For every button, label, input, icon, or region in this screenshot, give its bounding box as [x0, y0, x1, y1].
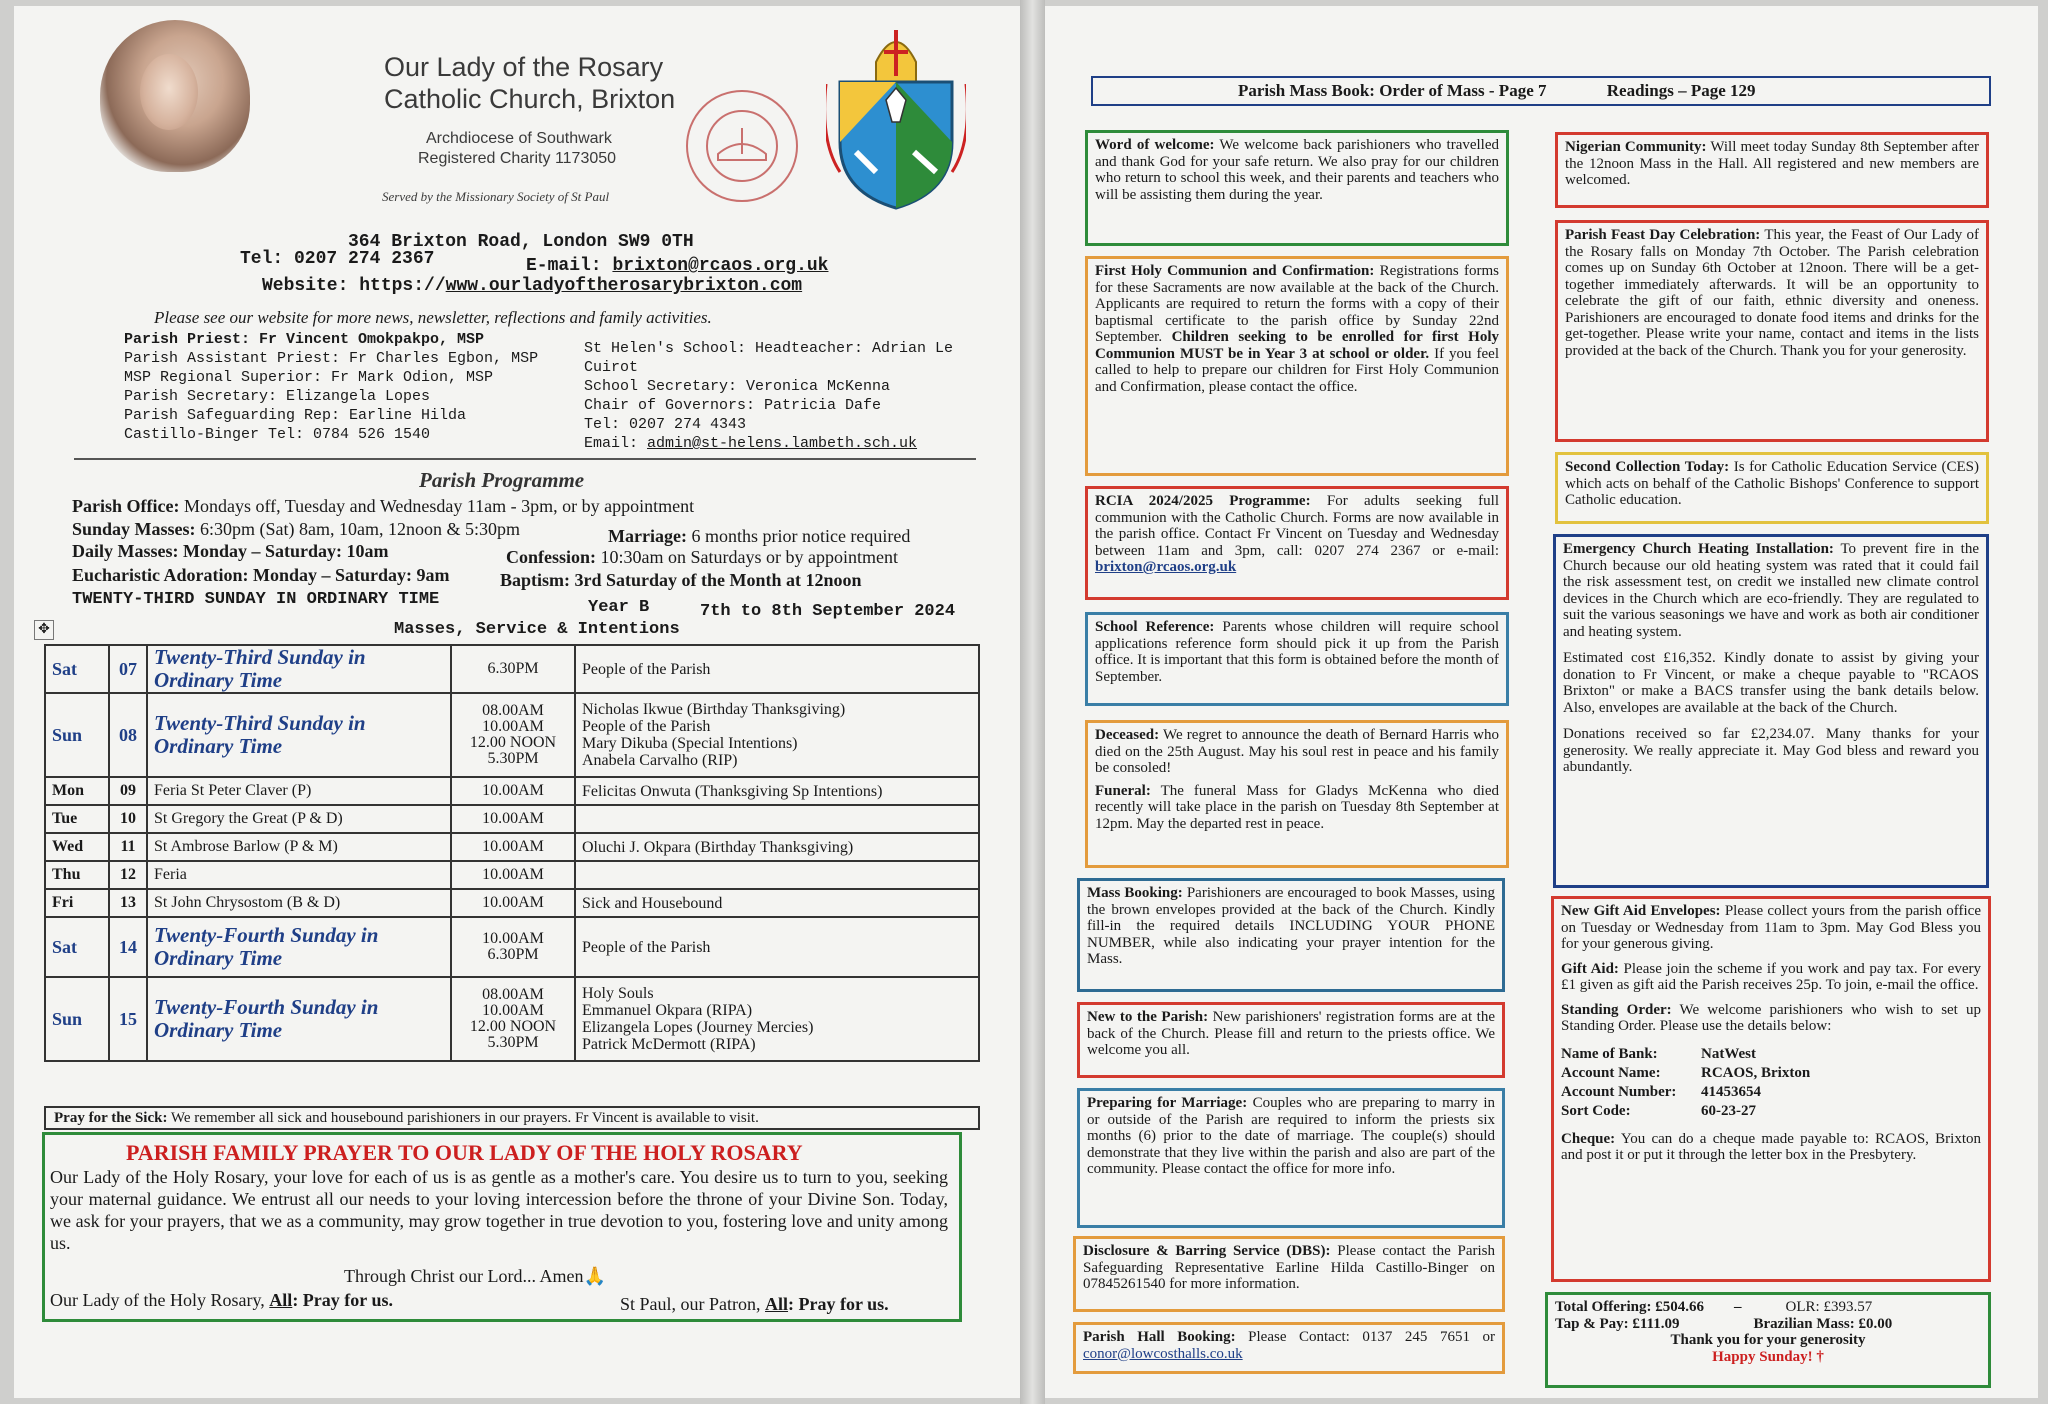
bank-label: Name of Bank: — [1561, 1045, 1658, 1062]
rcia-email-link[interactable]: brixton@rcaos.org.uk — [1095, 559, 1237, 575]
heating-installation — [1553, 534, 1989, 888]
box-label: First Holy Communion and Confirmation: — [1095, 263, 1375, 279]
mass-day: Sat — [45, 645, 109, 693]
mass-time: 12.00 NOON — [469, 1018, 557, 1035]
our-lady-face — [140, 54, 198, 130]
mass-times — [451, 777, 575, 805]
feast-name: St Ambrose Barlow (P & M) — [154, 838, 338, 855]
mass-intention: Oluchi J. Okpara (Birthday Thanksgiving) — [582, 838, 854, 856]
mass-feast — [147, 977, 451, 1061]
box-label: New to the Parish: — [1087, 1009, 1209, 1025]
mass-intention: Holy Souls — [582, 985, 654, 1002]
mass-times — [451, 693, 575, 777]
box-label: Gift Aid: — [1561, 960, 1619, 977]
box-label: Funeral: — [1095, 782, 1151, 799]
box-text: Parents whose children will require school applications reference form should pick it up from the Parish office. It is important that this form is obtained before the month of September. — [1095, 619, 1499, 685]
mass-times — [451, 861, 575, 889]
mass-time: 10.00AM — [482, 782, 544, 799]
olr-offering: OLR: £393.57 — [1785, 1299, 1873, 1315]
bank-value: RCAOS, Brixton — [1701, 1064, 1811, 1081]
mass-intentions — [575, 693, 979, 777]
readings-ref: Readings – Page 129 — [1606, 81, 1756, 100]
response-our-lady — [50, 1290, 393, 1311]
adoration-times — [72, 565, 450, 586]
mass-intentions — [575, 917, 979, 977]
dbs-notice — [1073, 1236, 1505, 1312]
staff-item: Castillo-Binger Tel: 0784 526 1540 — [124, 426, 431, 443]
baptism-times — [500, 570, 862, 591]
mass-feast — [147, 645, 451, 693]
box-label: Preparing for Marriage: — [1087, 1095, 1248, 1111]
mass-intentions — [575, 861, 979, 889]
mass-feast — [147, 805, 451, 833]
box-text: This year, the Feast of Our Lady of the Rosary falls on Monday 7th October. The Parish celebration comes up on Sunday 6th October at 12noon. There will be a get-together immediately afterwards. It will be an opportunity to celebrate the gift of our faith, ethnic diversity and oneness. Parishioners are encouraged to donate food items and drinks for the get-together. Please write your name, contact and items in the lists provided at the back of the Church. Thank you for your generosity. — [1565, 227, 1980, 359]
daily-masses — [72, 541, 389, 562]
mass-time: 10.00AM — [482, 894, 544, 911]
archdiocese: Archdiocese of Southwark — [426, 130, 612, 147]
mass-times — [451, 889, 575, 917]
sunday-title: TWENTY-THIRD SUNDAY IN ORDINARY TIME — [72, 590, 440, 609]
bank-label: Account Name: — [1561, 1064, 1661, 1081]
church-name-line2: Catholic Church, Brixton — [384, 84, 676, 114]
move-handle-icon[interactable]: ✥ — [34, 620, 54, 640]
adoration-text: Monday – Saturday: 9am — [248, 565, 450, 585]
box-text: We regret to announce the death of Bernard Harris who died on the 25th August. May his soul rest in peace and his family be consoled! — [1095, 727, 1499, 776]
bank-row — [1561, 1102, 1981, 1121]
box-label: Second Collection Today: — [1565, 459, 1730, 475]
masses-heading: Masses, Service & Intentions — [394, 620, 680, 639]
mass-row — [45, 917, 979, 977]
feast-name: Feria St Peter Claver (P) — [154, 782, 312, 799]
mass-feast — [147, 833, 451, 861]
school-email-link[interactable]: admin@st-helens.lambeth.sch.uk — [647, 435, 918, 452]
feast-name: St Gregory the Great (P & D) — [154, 810, 343, 827]
mass-book-ref: Parish Mass Book: Order of Mass - Page 7 — [1238, 81, 1547, 100]
mass-row — [45, 861, 979, 889]
happy-sunday: Happy Sunday! † — [1712, 1348, 1824, 1365]
bank-row — [1561, 1045, 1981, 1064]
mass-intention: Nicholas Ikwue (Birthday Thanksgiving) — [582, 701, 846, 718]
mass-feast — [147, 917, 451, 977]
mass-time: 12.00 NOON — [469, 734, 557, 751]
confession-text: 10:30am on Saturdays or by appointment — [596, 547, 898, 567]
mass-intention: Patrick McDermott (RIPA) — [582, 1036, 756, 1053]
office-label: Parish Office: — [72, 496, 180, 516]
box-label: Nigerian Community: — [1565, 139, 1707, 155]
email-link[interactable]: brixton@rcaos.org.uk — [612, 256, 829, 276]
marriage-text: 6 months prior notice required — [686, 526, 911, 546]
baptism-text: 3rd Saturday of the Month at 12noon — [570, 570, 862, 590]
box-text: Parishioners are encouraged to book Masses, using the brown envelopes provided at the back of the Church. Kindly fill-in the required details INCLUDING YOUR PHONE NUMBER, while also indicating your prayer intention for the Mass. — [1087, 885, 1495, 967]
box-text: New parishioners' registration forms are at the back of the Church. Please fill and return to the priests office. We welcome you all. — [1087, 1009, 1495, 1058]
bank-label: Account Number: — [1561, 1083, 1677, 1100]
address: 364 Brixton Road, London SW9 0TH — [348, 232, 694, 252]
mass-feast — [147, 889, 451, 917]
box-text: For adults seeking full communion with the Catholic Church. Forms are now available in the parish office. Contact Fr Vincent on Tuesday and Wednesday between 11am and 3pm, call: 0207 274 2367 or e-mail: — [1095, 493, 1499, 559]
box-text: Is for Catholic Education Service (CES) which acts on behalf of the Catholic Bishops' Conference to support Catholic education. — [1565, 459, 1980, 508]
box-text: To prevent fire in the Church because our old heating system was rated that it could fail the risk assessment test, on credit we installed new climate control devices in the Church which are eco-friendly. They are regulated to suit the various seasonings we have and work as both air conditioner and heating system. — [1563, 541, 1979, 640]
offering-row — [1555, 1316, 1981, 1333]
bank-row — [1561, 1083, 1981, 1102]
mass-row — [45, 805, 979, 833]
tap-pay: Tap & Pay: £111.09 — [1555, 1315, 1680, 1332]
staff-list-left — [124, 330, 538, 444]
bank-details — [1561, 1045, 1981, 1121]
mass-day: Sat — [45, 917, 109, 977]
liturgical-year: Year B — [588, 598, 650, 617]
staff-list-right — [584, 339, 953, 453]
box-label: Deceased: — [1095, 727, 1160, 743]
bank-label: Sort Code: — [1561, 1102, 1631, 1119]
staff-item: Tel: 0207 274 4343 — [584, 416, 747, 433]
mass-row — [45, 977, 979, 1061]
mass-day: Thu — [45, 861, 109, 889]
mass-time: 10.00AM — [482, 930, 544, 947]
box-text-end: If you feel called to help to prepare our children for First Holy Communion and Confirmation, please contact the office. — [1095, 345, 1499, 395]
offering-row — [1555, 1299, 1981, 1316]
mass-day: Fri — [45, 889, 109, 917]
staff-item: Parish Priest: Fr Vincent Omokpakpo, MSP — [124, 331, 485, 348]
website-row — [262, 276, 802, 296]
adoration-label: Eucharistic Adoration: — [72, 565, 249, 585]
school-reference — [1085, 612, 1509, 706]
prayer-text: Our Lady of the Holy Rosary, your love for each of us is as gentle as a mother's care. You desire us to turn to you, seeking your maternal guidance. We entrust all our needs to your loving intercession before the throne of your Divine Son. Today, we ask for your prayers, that we as a community, may grow together in true devotion to you, fostering love and unity among us. — [50, 1167, 948, 1253]
box-label: Disclosure & Barring Service (DBS): — [1083, 1243, 1331, 1259]
website-label: Website: https:// — [262, 276, 446, 296]
mass-intention: Emmanuel Okpara (RIPA) — [582, 1002, 753, 1019]
deceased-funeral — [1085, 720, 1509, 868]
confession-label: Confession: — [506, 547, 597, 567]
mass-row — [45, 645, 979, 693]
page-gutter — [1020, 0, 1045, 1404]
mass-date: 11 — [109, 833, 147, 861]
bank-value: 60-23-27 — [1701, 1102, 1756, 1119]
mass-intentions — [575, 805, 979, 833]
staff-item: St Helen's School: Headteacher: Adrian Le — [584, 340, 954, 357]
website-link[interactable]: www.ourladyoftherosarybrixton.com — [445, 276, 803, 296]
mass-time: 6.30PM — [487, 660, 539, 677]
bank-value: 41453654 — [1701, 1083, 1761, 1100]
mass-booking — [1077, 878, 1505, 992]
staff-item: Chair of Governors: Patricia Dafe — [584, 397, 882, 414]
mass-date: 07 — [109, 645, 147, 693]
thanks-note: Thank you for your generosity — [1670, 1332, 1866, 1348]
office-text: Mondays off, Tuesday and Wednesday 11am - 3pm, or by appointment — [179, 496, 695, 516]
mass-time: 6.30PM — [487, 946, 539, 963]
mass-time: 10.00AM — [482, 838, 544, 855]
mass-intention: Mary Dikuba (Special Intentions) — [582, 735, 798, 752]
box-text: Please collect yours from the parish office on Tuesday or Wednesday from 11am to 3pm. May God Bless you for your generous giving. — [1561, 903, 1981, 952]
box-label: Cheque: — [1561, 1130, 1616, 1147]
mass-row — [45, 833, 979, 861]
mass-row — [45, 777, 979, 805]
mass-date: 12 — [109, 861, 147, 889]
staff-item: Cuirot — [584, 359, 639, 376]
daily-label: Daily Masses: — [72, 541, 179, 561]
box-text: We welcome parishioners who wish to set up Standing Order. Please use the details below: — [1561, 1001, 1981, 1034]
box-text: We welcome back parishioners who travelled and thank God for your safe return. We also pray for our children who return to school this week, and their parents and teachers who will be assisting them during the year. — [1095, 137, 1499, 203]
prayer-title: PARISH FAMILY PRAYER TO OUR LADY OF THE HOLY ROSARY — [126, 1140, 803, 1165]
pray-text: : Pray for us. — [292, 1290, 393, 1310]
mass-feast — [147, 693, 451, 777]
mass-intention: Elizangela Lopes (Journey Mercies) — [582, 1019, 814, 1036]
mass-time: 08.00AM — [482, 702, 544, 719]
feast-name: Twenty-Third Sunday in Ordinary Time — [154, 711, 366, 758]
mass-time: 5.30PM — [487, 1034, 539, 1051]
box-label: Mass Booking: — [1087, 885, 1183, 901]
sick-label: Pray for the Sick: — [54, 1110, 168, 1126]
mass-times — [451, 917, 575, 977]
hall-email-link[interactable]: conor@lowcosthalls.co.uk — [1083, 1345, 1243, 1362]
school-email-row — [584, 434, 953, 453]
daily-text: Monday – Saturday: 10am — [178, 541, 389, 561]
mass-day: Tue — [45, 805, 109, 833]
sick-text: We remember all sick and housebound parishioners in our prayers. Fr Vincent is available to visit. — [167, 1110, 759, 1126]
bank-value: NatWest — [1701, 1045, 1756, 1062]
prayer-closing: Through Christ our Lord... Amen🙏 — [344, 1266, 606, 1286]
mass-times — [451, 833, 575, 861]
nigerian-community — [1555, 132, 1989, 208]
feast-day-celebration — [1555, 220, 1989, 442]
gift-aid — [1561, 961, 1981, 994]
charity-number: Registered Charity 1173050 — [418, 150, 617, 167]
staff-item: MSP Regional Superior: Fr Mark Odion, MSP — [124, 369, 494, 386]
box-label: RCIA 2024/2025 Programme: — [1095, 493, 1311, 509]
mass-feast — [147, 861, 451, 889]
staff-item: Parish Safeguarding Rep: Earline Hilda — [124, 407, 467, 424]
sunday-masses — [72, 519, 520, 540]
mass-book-bar — [1091, 76, 1991, 106]
box-label: Parish Feast Day Celebration: — [1565, 227, 1761, 243]
bank-row — [1561, 1064, 1981, 1083]
mass-times — [451, 645, 575, 693]
box-text: Please Contact: 0137 245 7651 or — [1235, 1329, 1495, 1345]
feast-name: St John Chrysostom (B & D) — [154, 894, 341, 911]
feast-name: Twenty-Fourth Sunday in Ordinary Time — [154, 995, 379, 1042]
divider — [74, 458, 976, 460]
hall-booking — [1073, 1322, 1505, 1374]
mass-intention: People of the Parish — [582, 938, 711, 956]
offerings-box — [1545, 1292, 1991, 1388]
sunday-label: Sunday Masses: — [72, 519, 196, 539]
staff-item: Parish Assistant Priest: Fr Charles Egbon, MSP — [124, 350, 539, 367]
mass-intention: People of the Parish — [582, 660, 711, 678]
staff-item: School Secretary: Veronica McKenna — [584, 378, 891, 395]
box-bold-text: Children seeking to be enrolled for first Holy Communion MUST be in Year 3 at school or older. — [1095, 329, 1499, 362]
mass-intention: Sick and Housebound — [582, 894, 723, 912]
office-hours — [72, 496, 694, 517]
mass-row — [45, 889, 979, 917]
feast-name: Twenty-Third Sunday in Ordinary Time — [154, 645, 366, 692]
heating-cost: Estimated cost £16,352. Kindly donate to assist by giving your donation to Fr Vincent, or make a cheque payable to "RCAOS Brixton" or make a BACS transfer using the bank details below. Also, envelopes are available at the back of the Church. — [1563, 650, 1979, 716]
marriage-label: Marriage: — [608, 526, 687, 546]
mass-time: 10.00AM — [482, 810, 544, 827]
pray-for-sick — [44, 1106, 980, 1130]
box-text: Please join the scheme if you work and pay tax. For every £1 given as gift aid the Parish receives 25p. To join, e-mail the office. — [1561, 960, 1981, 993]
mass-date: 08 — [109, 693, 147, 777]
preparing-for-marriage — [1077, 1088, 1505, 1228]
programme-title: Parish Programme — [419, 468, 585, 492]
box-label: Standing Order: — [1561, 1001, 1672, 1018]
mass-intentions — [575, 645, 979, 693]
mass-intentions — [575, 833, 979, 861]
mass-intention: Felicitas Onwuta (Thanksgiving Sp Intentions) — [582, 782, 883, 800]
gift-aid-standing-order — [1551, 896, 1991, 1282]
word-of-welcome — [1085, 130, 1509, 246]
dash: – — [1734, 1299, 1742, 1315]
served-by: Served by the Missionary Society of St Paul — [382, 189, 610, 204]
all-label: All — [765, 1294, 789, 1314]
box-text: The funeral Mass for Gladys McKenna who died recently will take place in the parish on Tuesday 8th September at 12pm. May the departed rest in peace. — [1095, 782, 1499, 832]
feast-name: Feria — [154, 866, 187, 883]
archdiocese-crest-icon — [826, 22, 966, 212]
response-text: St Paul, our Patron, — [620, 1294, 766, 1314]
staff-item: Parish Secretary: Elizangela Lopes — [124, 388, 431, 405]
standing-order — [1561, 1002, 1981, 1035]
mass-date: 10 — [109, 805, 147, 833]
left-page — [14, 6, 1020, 1398]
feast-name: Twenty-Fourth Sunday in Ordinary Time — [154, 923, 379, 970]
mass-date: 13 — [109, 889, 147, 917]
mass-feast — [147, 777, 451, 805]
mass-time: 10.00AM — [482, 718, 544, 735]
box-label: Word of welcome: — [1095, 137, 1215, 153]
marriage-notice — [608, 526, 910, 547]
mass-day: Mon — [45, 777, 109, 805]
mass-time: 08.00AM — [482, 986, 544, 1003]
mass-date: 14 — [109, 917, 147, 977]
brazilian-mass: Brazilian Mass: £0.00 — [1753, 1315, 1893, 1332]
box-text: Registrations forms for these Sacraments are now available at the back of the Church. Applicants are required to return the forms with a copy of their baptismal certificate to the parish office by Sunday 22nd September. — [1095, 263, 1499, 345]
all-label: All — [269, 1290, 293, 1310]
total-offering: Total Offering: £504.66 — [1555, 1299, 1705, 1315]
mass-time: 10.00AM — [482, 866, 544, 883]
right-page — [1045, 6, 2038, 1398]
mass-intentions — [575, 777, 979, 805]
box-text: You can do a cheque made payable to: RCAOS, Brixton and post it or put it through the letter box in the Presbytery. — [1561, 1130, 1981, 1163]
mass-date: 15 — [109, 977, 147, 1061]
mass-time: 5.30PM — [487, 750, 539, 767]
box-text: Will meet today Sunday 8th September after the 12noon Mass in the Hall. All registered and new members are welcomed. — [1565, 139, 1979, 188]
mass-times — [451, 977, 575, 1061]
heating-donations: Donations received so far £2,234.07. Many thanks for your generosity. We really appreciate it. May God bless and reward you abundantly. — [1563, 726, 1979, 775]
mass-schedule-table — [44, 644, 980, 1062]
mass-time: 10.00AM — [482, 1002, 544, 1019]
week-dates: 7th to 8th September 2024 — [700, 602, 956, 621]
response-text: Our Lady of the Holy Rosary, — [50, 1290, 270, 1310]
pray-text: : Pray for us. — [788, 1294, 889, 1314]
mass-intentions — [575, 889, 979, 917]
box-text: Please contact the Parish Safeguarding Representative Earline Hilda Castillo-Binger on 07845261540 for more information. — [1083, 1243, 1495, 1292]
box-text: Couples who are preparing to marry in or outside of the Parish are required to inform the priests six months (6) prior to the date of marriage. The couple(s) should demonstrate that they live within the parish and also are part of the community. Please contact the office for more info. — [1087, 1095, 1495, 1177]
new-to-parish — [1077, 1002, 1505, 1078]
mass-intentions — [575, 977, 979, 1061]
box-label: Parish Hall Booking: — [1083, 1329, 1236, 1345]
mass-row — [45, 693, 979, 777]
school-email-label: Email: — [584, 435, 648, 452]
seal-emblem-icon — [714, 124, 770, 170]
response-st-paul — [620, 1294, 889, 1315]
mass-day: Sun — [45, 693, 109, 777]
church-name-line1: Our Lady of the Rosary — [384, 52, 664, 82]
mass-date: 09 — [109, 777, 147, 805]
email-label: E-mail: — [526, 256, 602, 276]
second-collection — [1555, 452, 1989, 524]
mass-intention: Anabela Carvalho (RIP) — [582, 752, 738, 769]
telephone: Tel: 0207 274 2367 — [240, 249, 435, 269]
mass-times — [451, 805, 575, 833]
baptism-label: Baptism: — [500, 570, 571, 590]
rcia-programme — [1085, 486, 1509, 600]
cheque-info — [1561, 1131, 1981, 1164]
first-communion-confirmation — [1085, 256, 1509, 476]
email-row — [526, 256, 828, 276]
box-label: New Gift Aid Envelopes: — [1561, 903, 1721, 919]
funeral-notice — [1095, 783, 1499, 833]
mass-day: Sun — [45, 977, 109, 1061]
mass-day: Wed — [45, 833, 109, 861]
box-label: School Reference: — [1095, 619, 1215, 635]
sunday-text: 6:30pm (Sat) 8am, 10am, 12noon & 5:30pm — [195, 519, 521, 539]
mass-intention: People of the Parish — [582, 718, 711, 735]
box-label: Emergency Church Heating Installation: — [1563, 541, 1834, 557]
confession-times — [506, 547, 898, 568]
mass-schedule-body — [45, 645, 979, 1061]
see-website-note: Please see our website for more news, newsletter, reflections and family activities. — [154, 308, 712, 327]
